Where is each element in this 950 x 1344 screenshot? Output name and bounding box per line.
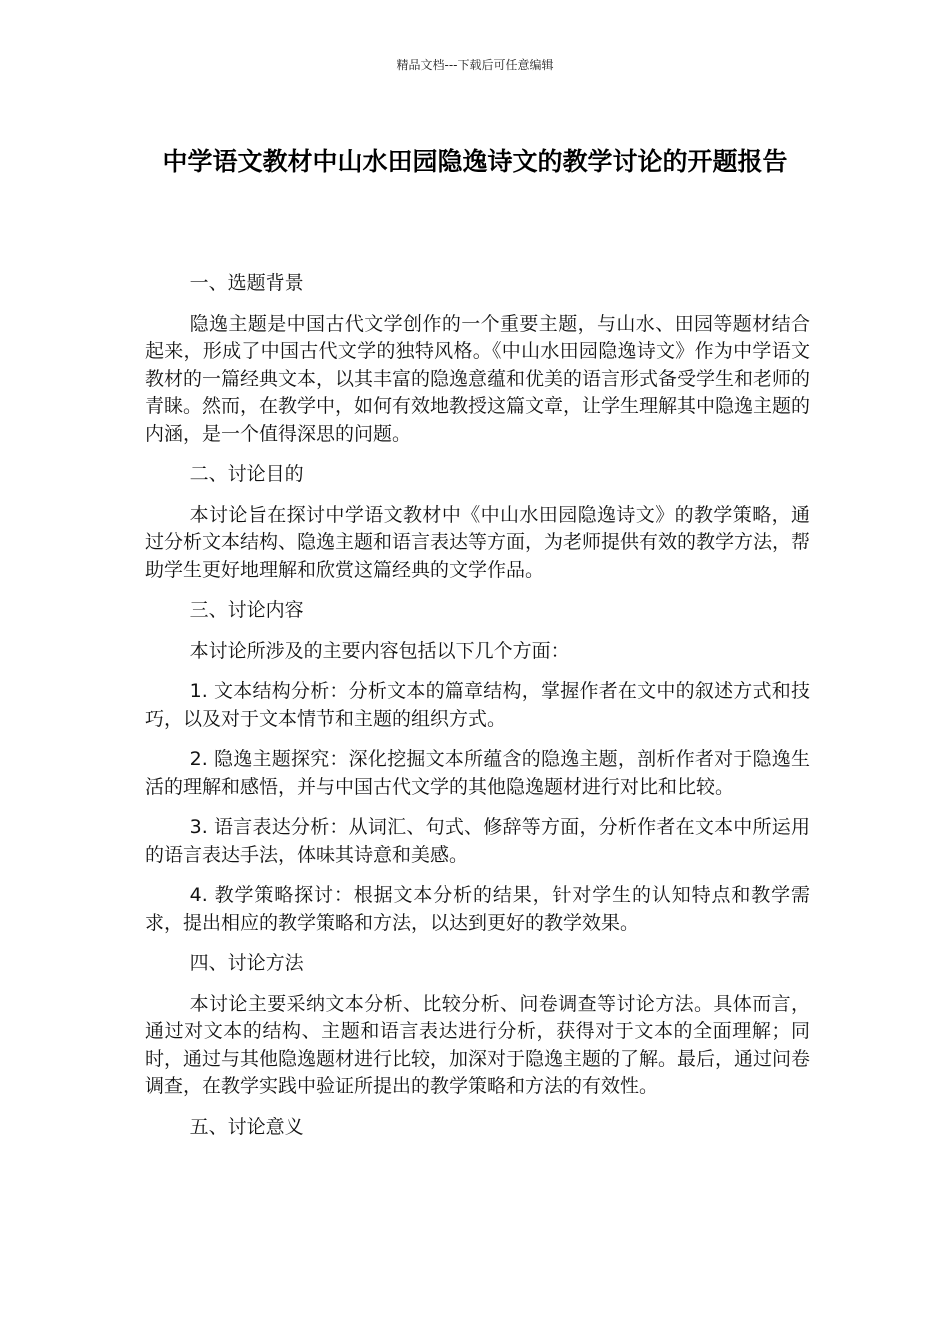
document-title: 中学语文教材中山水田园隐逸诗文的教学讨论的开题报告 [162, 147, 788, 176]
document-body [145, 270, 810, 1154]
section-heading-method: 四、讨论方法 [189, 952, 304, 974]
paragraph-content-intro: 本讨论所涉及的主要内容包括以下几个方面： [189, 639, 570, 662]
list-item-reclusive-theme: 2. 隐逸主题探究：深化挖掘文本所蕴含的隐逸主题，剖析作者对于隐逸生活的理解和感悟，并与中国古代文学的其他隐逸题材进行对比和比较。 [145, 748, 810, 798]
section-heading-significance: 五、讨论意义 [189, 1115, 304, 1138]
page-header-note: 精品文档---下载后可任意编辑 [396, 58, 554, 72]
list-item-text-structure: 1. 文本结构分析：分析文本的篇章结构，掌握作者在文中的叙述方式和技巧，以及对于文本情节和主题的组织方式。 [145, 680, 810, 730]
section-heading-background: 一、选题背景 [189, 272, 304, 294]
section-heading-purpose: 二、讨论目的 [189, 463, 304, 485]
list-item-language-expression: 3. 语言表达分析：从词汇、句式、修辞等方面，分析作者在文本中所运用的语言表达手法，体味其诗意和美感。 [145, 816, 810, 866]
list-item-teaching-strategy: 4. 教学策略探讨：根据文本分析的结果，针对学生的认知特点和教学需求，提出相应的教学策略和方法，以达到更好的教学效果。 [145, 884, 810, 934]
section-heading-content: 三、讨论内容 [189, 599, 304, 621]
paragraph-purpose: 本讨论旨在探讨中学语文教材中《中山水田园隐逸诗文》的教学策略，通过分析文本结构、隐逸主题和语言表达等方面，为老师提供有效的教学方法，帮助学生更好地理解和欣赏这篇经典的文学作品。 [145, 503, 811, 581]
paragraph-background: 隐逸主题是中国古代文学创作的一个重要主题，与山水、田园等题材结合起来，形成了中国古代文学的独特风格。《中山水田园隐逸诗文》作为中学语文教材的一篇经典文本，以其丰富的隐逸意蕴和优美的语言形式备受学生和老师的青睐。然而，在教学中，如何有效地教授这篇文章，让学生理解其中隐逸主题的内涵，是一个值得深思的问题。 [145, 312, 811, 445]
paragraph-method: 本讨论主要采纳文本分析、比较分析、问卷调查等讨论方法。具体而言，通过对文本的结构、主题和语言表达进行分析，获得对于文本的全面理解；同时，通过与其他隐逸题材进行比较，加深对于隐逸主题的了解。最后，通过问卷调查，在教学实践中验证所提出的教学策略和方法的有效性。 [145, 992, 811, 1097]
